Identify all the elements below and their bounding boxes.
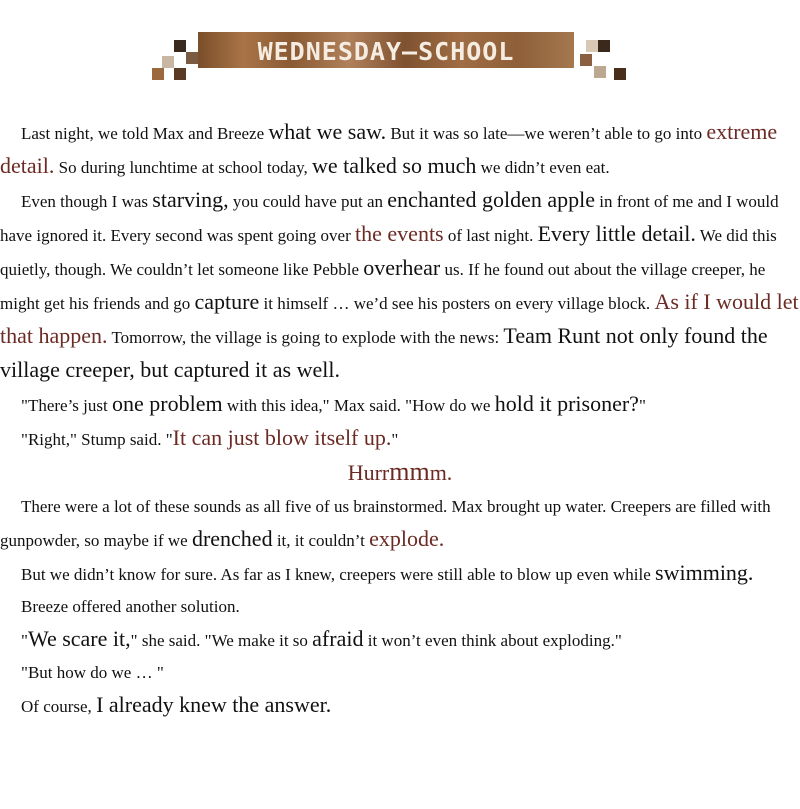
text: But it was so late—we weren’t able to go into (386, 124, 707, 143)
sound-effect (0, 456, 800, 491)
pixel-decoration (614, 68, 626, 80)
text: with this idea," Max said. "How do we (222, 396, 495, 415)
sound-text: Hurr (347, 460, 390, 485)
text: it won’t even think about exploding." (363, 631, 622, 650)
text: of last night. (443, 226, 538, 245)
text: Of course, (21, 697, 97, 716)
pixel-decoration (152, 68, 164, 80)
text: us. If he found out about the village creeper, he might get his friends and go (0, 260, 766, 313)
pixel-decoration (186, 52, 198, 64)
text: Tomorrow, the village is going to explode with the news: (107, 328, 504, 347)
paragraph (0, 491, 800, 557)
text: We did this quietly, though. We couldn’t let someone like Pebble (0, 226, 777, 279)
emphasis-text: drenched (191, 526, 273, 551)
text: in front of me and I would have ignored it. Every second was spent going over (0, 192, 779, 245)
text: " (21, 631, 28, 650)
sound-text: m. (429, 460, 453, 485)
text: "But how do we … " (21, 663, 164, 682)
emphasis-text: starving, (152, 187, 229, 212)
paragraph (0, 116, 800, 184)
emphasis-text: explode. (369, 526, 445, 551)
emphasis-text: enchanted golden apple (387, 187, 595, 212)
emphasis-text: I already knew the answer. (96, 692, 332, 717)
emphasis-text: swimming. (655, 560, 754, 585)
sound-text: mm (389, 457, 430, 486)
emphasis-text: what we saw. (268, 119, 387, 144)
emphasis-text: overhear (363, 255, 441, 280)
emphasis-text: Every little detail. (537, 221, 696, 246)
paragraph (0, 557, 800, 591)
pixel-decoration (174, 40, 186, 52)
text: it, it couldn’t (272, 531, 370, 550)
paragraph (0, 422, 800, 456)
chapter-header (150, 22, 630, 82)
emphasis-text: It can just blow itself up. (172, 425, 392, 450)
paragraph (0, 591, 800, 623)
text: " she said. "We make it so (130, 631, 313, 650)
paragraph (0, 623, 800, 657)
text: we didn’t even eat. (476, 158, 610, 177)
pixel-decoration (162, 56, 174, 68)
emphasis-text: hold it prisoner? (494, 391, 639, 416)
emphasis-text: we talked so much (312, 153, 477, 178)
text: Last night, we told Max and Breeze (21, 124, 269, 143)
title-banner (198, 32, 574, 68)
text: Even though I was (21, 192, 153, 211)
pixel-decoration (580, 54, 592, 66)
text: "Right," Stump said. " (21, 430, 173, 449)
emphasis-text: one problem (111, 391, 223, 416)
text: But we didn’t know for sure. As far as I knew, creepers were still able to blow up even while (21, 565, 656, 584)
text: it himself … we’d see his posters on every village block. (259, 294, 655, 313)
pixel-decoration (594, 66, 606, 78)
text: So during lunchtime at school today, (54, 158, 313, 177)
text: " (391, 430, 399, 449)
text: Breeze offered another solution. (21, 597, 240, 616)
paragraph (0, 689, 800, 723)
emphasis-text: Team Runt not only found the village creeper, but captured it as well. (0, 323, 768, 382)
paragraph (0, 657, 800, 689)
emphasis-text: We scare it, (27, 626, 131, 651)
emphasis-text: afraid (312, 626, 364, 651)
paragraph (0, 184, 800, 388)
emphasis-text: extreme detail. (0, 119, 778, 178)
text: " (638, 396, 646, 415)
text: There were a lot of these sounds as all five of us brainstormed. Max brought up water. Creepers are filled with gunpowder, so maybe if we (0, 497, 771, 550)
emphasis-text: As if I would let that happen. (0, 289, 799, 348)
emphasis-text: the events (355, 221, 444, 246)
text: "There’s just (21, 396, 112, 415)
text: you could have put an (228, 192, 388, 211)
story-text (0, 116, 800, 723)
chapter-title: WEDNESDAY—SCHOOL (257, 37, 515, 66)
paragraph (0, 388, 800, 422)
emphasis-text: capture (194, 289, 260, 314)
pixel-decoration (586, 40, 598, 52)
pixel-decoration (174, 68, 186, 80)
pixel-decoration (598, 40, 610, 52)
